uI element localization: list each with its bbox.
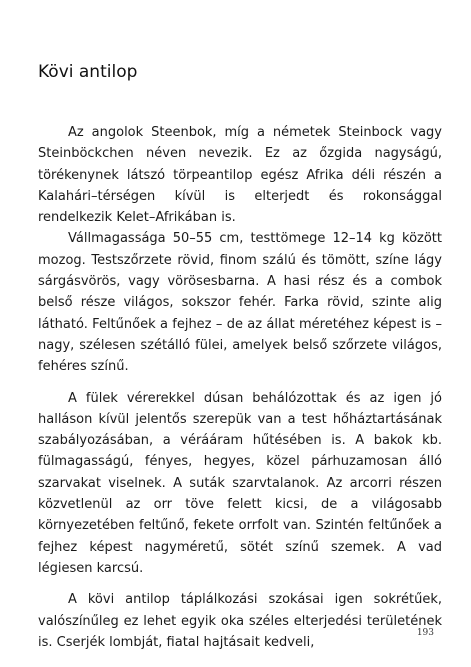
page-title: Kövi antilop [38,62,138,82]
paragraph: Az angolok Steenbok, míg a németek Steinbock vagy Steinböckchen néven nevezik. Ez az őzgida nagyságú, törékenynek látszó törpeantilop egész Afrika déli részén a Kalahári–térségen kívül is elterjedt és rokonsággal rendelkezik Kelet–Afrikában is. [38,125,442,226]
paragraph: A fülek vérerekkel dúsan behálózottak és az igen jó halláson kívül jelentős szerepük van a test hőháztartásának szabályozásában, a vérááram hűtésében is. A bakok kb. fülmagasságú, fényes, hegyes, közel párhuzamosan álló szarvakat viselnek. A suták szarvtalanok. Az arcorri részen közvetlenül az orr töve felett kicsi, de a világosabb környezetében feltűnő, fekete orrfolt van. Szintén feltűnőek a fejhez képest nagyméretű, sötét színű szemek. A vad légiesen karcsú. [38,390,442,576]
paragraph: A kövi antilop táplálkozási szokásai igen sokrétűek, valószínűleg ez lehet egyik oka széles elterjedési területének is. Cserjék lombját, fiatal hajtásait kedveli, [38,592,442,650]
body-text [38,122,442,653]
paragraph: Vállmagassága 50–55 cm, testtömege 12–14 kg között mozog. Testszőrzete rövid, finom szálú és tömött, színe lágy sárgásvörös, vagy vörösesbarna. A hasi rész és a combok belső része világos, sokszor fehér. Farka rövid, szinte alig látható. Feltűnőek a fejhez – de az állat méretéhez képest is – nagy, szélesen szétálló fülei, amelyek belső szőrzete világos, fehéres színű. [38,231,442,375]
page-number: 193 [416,628,434,638]
